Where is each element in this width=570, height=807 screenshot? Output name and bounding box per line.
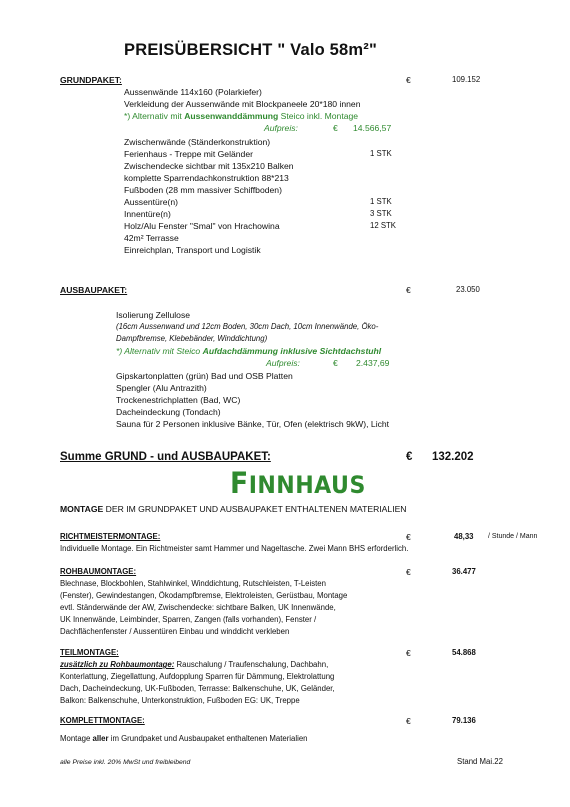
- footer-stand: Stand Mai.22: [457, 757, 503, 766]
- rohbau-line: evtl. Ständerwände der AW, Zwischendecke: sichtbare Balken, UK Innenwände,: [60, 603, 336, 612]
- ausbaupaket-heading: AUSBAUPAKET:: [60, 285, 128, 295]
- richtmeister-line: Individuelle Montage. Ein Richtmeister samt Hammer und Nageltasche. Zwei Mann BHS erforderlich.: [60, 544, 409, 553]
- grundpaket-price: 109.152: [452, 75, 481, 84]
- summe-label: Summe GRUND - und AUSBAUPAKET:: [60, 451, 271, 463]
- teil-currency: €: [406, 648, 411, 658]
- teil-line: Dach, Dacheindeckung, UK-Fußboden, Terrasse: Balkenschuhe, UK, Geländer,: [60, 684, 335, 693]
- ausbaupaket-alternative: *) Alternativ mit Steico Aufdachdämmung inklusive Sichtdachstuhl: [116, 346, 382, 356]
- rohbau-heading: ROHBAUMONTAGE:: [60, 567, 137, 576]
- ausbaupaket-intro: Isolierung Zellulose: [116, 310, 191, 320]
- grundpaket-item: Ferienhaus - Treppe mit Geländer: [124, 149, 253, 159]
- ausbaupaket-item: Gipskartonplatten (grün) Bad und OSB Platten: [116, 371, 293, 381]
- grundpaket-item: Zwischenwände (Ständerkonstruktion): [124, 137, 271, 147]
- teil-price: 54.868: [452, 648, 476, 657]
- finnhaus-logo: FINNHAUS: [230, 466, 366, 500]
- teil-first-line: zusätzlich zu Rohbaumontage: Rauschalung / Traufenschalung, Dachbahn,: [60, 660, 329, 669]
- ausbaupaket-item: Dacheindeckung (Tondach): [116, 407, 221, 417]
- grundpaket-aufpreis-label: Aufpreis:: [264, 123, 298, 133]
- ausbaupaket-item: Sauna für 2 Personen inklusive Bänke, Tür, Ofen (elektrisch 9kW), Licht: [116, 419, 390, 429]
- ausbaupaket-item: Trockenestrichplatten (Bad, WC): [116, 395, 241, 405]
- richtmeister-heading: RICHTMEISTERMONTAGE:: [60, 532, 161, 541]
- summe-value: 132.202: [432, 451, 474, 463]
- rohbau-line: (Fenster), Gewindestangen, Ökodampfbremse, Elektroleisten, Gerüstbau, Montage: [60, 591, 348, 600]
- grundpaket-item: 42m² Terrasse: [124, 233, 179, 243]
- komplett-heading: KOMPLETTMONTAGE:: [60, 716, 145, 725]
- rohbau-line: UK Innenwände, Leimbinder, Sparren, Zangen (falls vorhanden), Fenster /: [60, 615, 317, 624]
- ausbaupaket-aufpreis-value: 2.437,69: [356, 358, 390, 368]
- teil-line: Konterlattung, Ziegellattung, Aufdopplung Sparren für Dämmung, Elektrolattung: [60, 672, 335, 681]
- komplett-line: Montage aller im Grundpaket und Ausbaupaket enthaltenen Materialien: [60, 734, 308, 743]
- ausbaupaket-detail: (16cm Aussenwand und 12cm Boden, 30cm Dach, 10cm Innenwände, Öko-: [116, 322, 379, 331]
- grundpaket-item: Aussentüre(n): [124, 197, 178, 207]
- richtmeister-currency: €: [406, 532, 411, 542]
- grundpaket-item-qty: 1 STK: [370, 149, 392, 158]
- grundpaket-item: komplette Sparrendachkonstruktion 88*213: [124, 173, 289, 183]
- footer-note: alle Preise inkl. 20% MwSt und freibleibend: [60, 759, 191, 766]
- ausbaupaket-item: Spengler (Alu Antrazith): [116, 383, 207, 393]
- rohbau-line: Blechnase, Blockbohlen, Stahlwinkel, Winddichtung, Rutschleisten, T-Leisten: [60, 579, 326, 588]
- ausbaupaket-aufpreis-label: Aufpreis:: [266, 358, 300, 368]
- richtmeister-price: 48,33: [454, 532, 474, 541]
- grundpaket-heading: GRUNDPAKET:: [60, 75, 122, 85]
- grundpaket-currency: €: [406, 75, 411, 85]
- richtmeister-unit: / Stunde / Mann: [488, 533, 538, 540]
- teil-heading: TEILMONTAGE:: [60, 648, 119, 657]
- grundpaket-item-qty: 1 STK: [370, 197, 392, 206]
- grundpaket-item: Innentüre(n): [124, 209, 171, 219]
- summe-currency: €: [406, 451, 413, 463]
- grundpaket-aufpreis-value: 14.566,57: [353, 123, 392, 133]
- ausbaupaket-price: 23.050: [456, 285, 480, 294]
- grundpaket-line: Verkleidung der Aussenwände mit Blockpaneele 20*180 innen: [124, 99, 361, 109]
- komplett-currency: €: [406, 716, 411, 726]
- grundpaket-item: Fußboden (28 mm massiver Schiffboden): [124, 185, 282, 195]
- grundpaket-item: Einreichplan, Transport und Logistik: [124, 245, 261, 255]
- page-title: PREISÜBERSICHT " Valo 58m²": [124, 41, 378, 59]
- ausbaupaket-currency: €: [406, 285, 411, 295]
- grundpaket-item-qty: 3 STK: [370, 209, 392, 218]
- grundpaket-aufpreis-currency: €: [333, 123, 338, 133]
- grundpaket-item: Zwischendecke sichtbar mit 135x210 Balken: [124, 161, 294, 171]
- rohbau-price: 36.477: [452, 567, 476, 576]
- ausbaupaket-aufpreis-currency: €: [333, 358, 338, 368]
- teil-line: Balkon: Balkenschuhe, Unterkonstruktion, Fußboden EG: UK, Treppe: [60, 696, 300, 705]
- rohbau-line: Dachflächenfenster / Aussentüren Einbau und winddicht verkleben: [60, 627, 290, 636]
- komplett-price: 79.136: [452, 716, 476, 725]
- grundpaket-line: Aussenwände 114x160 (Polarkiefer): [124, 87, 262, 97]
- ausbaupaket-detail: Dampfbremse, Klebebänder, Winddichtung): [116, 334, 268, 343]
- rohbau-currency: €: [406, 567, 411, 577]
- grundpaket-item-qty: 12 STK: [370, 221, 397, 230]
- grundpaket-alternative: *) Alternativ mit Aussenwanddämmung Steico inkl. Montage: [124, 111, 359, 121]
- montage-intro: MONTAGE DER IM GRUNDPAKET UND AUSBAUPAKET ENTHALTENEN MATERIALIEN: [60, 504, 407, 514]
- grundpaket-item: Holz/Alu Fenster "Smal" von Hrachowina: [124, 221, 280, 231]
